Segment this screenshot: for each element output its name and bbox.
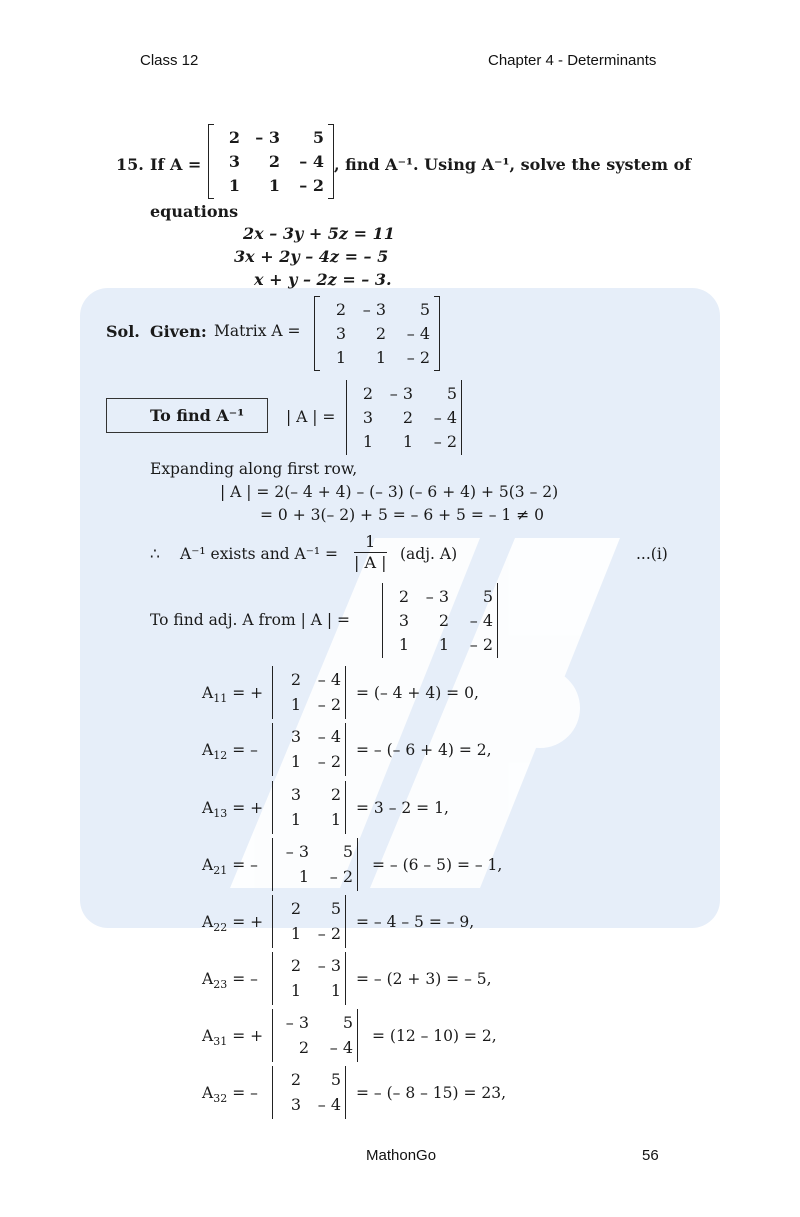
matrix-cell: 2: [290, 670, 301, 689]
cofactor-result: = – (– 8 – 15) = 23,: [356, 1084, 507, 1102]
matrix-cell: – 4: [329, 1038, 353, 1057]
matrix-cell: – 4: [469, 611, 493, 630]
matrix-cell: 2: [375, 324, 386, 343]
cofactor-minor-matrix: [272, 781, 346, 834]
expanding-text: Expanding along first row,: [150, 460, 358, 478]
cofactor-sign: = +: [232, 799, 264, 817]
cofactor-name: A: [202, 1084, 214, 1102]
cofactor-subscript: 13: [213, 807, 228, 821]
matrix-cell: – 2: [317, 695, 341, 714]
matrix-cell: 5: [342, 1013, 353, 1032]
equation-reference: ...(i): [636, 545, 668, 563]
matrix-cell: 1: [330, 981, 341, 1000]
cofactor-minor-matrix: [272, 895, 346, 948]
cofactor-result: = – (– 6 + 4) = 2,: [356, 741, 492, 759]
fraction-denominator: | A |: [354, 553, 387, 572]
cofactor-subscript: 31: [213, 1035, 228, 1049]
matrix-cell: 1: [375, 348, 386, 367]
matrix-cell: 5: [419, 300, 430, 319]
matrix-cell: – 2: [317, 752, 341, 771]
matrix-cell: 1: [298, 867, 309, 886]
matrix-cell: 2: [335, 300, 346, 319]
matrix-cell: – 2: [299, 176, 324, 195]
cofactor-sign: = –: [232, 741, 258, 759]
footer-brand: MathonGo: [366, 1147, 437, 1164]
header-class: Class 12: [140, 52, 199, 69]
question-matrix: [208, 124, 334, 199]
matrix-cell: – 2: [329, 867, 353, 886]
given-label: Given:: [150, 322, 207, 341]
matrix-cell: 2: [362, 384, 373, 403]
sol-label: Sol.: [106, 322, 140, 341]
matrix-cell: 1: [330, 810, 341, 829]
matrix-cell: 1: [290, 924, 301, 943]
matrix-cell: 2: [290, 1070, 301, 1089]
question-text: , find A⁻¹. Using A⁻¹, solve the system of: [334, 155, 692, 174]
matrix-cell: – 3: [317, 956, 341, 975]
cofactor-label: [202, 913, 263, 934]
matrix-cell: 2: [290, 899, 301, 918]
matrix-cell: 5: [330, 1070, 341, 1089]
to-find-label: To find A⁻¹: [150, 406, 245, 425]
cofactor-subscript: 21: [213, 864, 228, 878]
fraction: [354, 532, 387, 572]
cofactor-subscript: 22: [213, 921, 228, 935]
cofactor-subscript: 32: [213, 1092, 228, 1106]
matrix-cell: 1: [398, 635, 409, 654]
matrix-cell: 2: [402, 408, 413, 427]
matrix-cell: – 4: [299, 152, 324, 171]
cofactor-name: A: [202, 684, 214, 702]
cofactor-label: [202, 684, 263, 705]
cofactor-name: A: [202, 913, 214, 931]
matrix-cell: – 2: [317, 924, 341, 943]
cofactor-sign: = +: [232, 913, 264, 931]
matrix-cell: 3: [398, 611, 409, 630]
matrix-cell: – 3: [285, 1013, 309, 1032]
equation-3: x + y – 2z = – 3.: [254, 270, 392, 289]
cofactor-label: [202, 799, 263, 820]
matrix-cell: 1: [290, 981, 301, 1000]
matrix-cell: 3: [228, 152, 240, 171]
cofactor-minor-matrix: [272, 952, 346, 1005]
matrix-cell: 5: [330, 899, 341, 918]
cofactor-label: [202, 1027, 263, 1048]
matrix-cell: – 2: [469, 635, 493, 654]
cofactor-sign: = –: [232, 1084, 258, 1102]
matrix-cell: – 3: [425, 587, 449, 606]
matrix-cell: 2: [398, 587, 409, 606]
cofactor-subscript: 11: [213, 692, 228, 706]
matrix-cell: – 4: [317, 727, 341, 746]
det-label: | A | =: [286, 408, 336, 426]
therefore-symbol: ∴: [150, 545, 160, 563]
matrix-cell: 5: [446, 384, 457, 403]
matrix-cell: 1: [228, 176, 240, 195]
cofactor-minor-matrix: [272, 838, 358, 891]
matrix-cell: 3: [362, 408, 373, 427]
matrix-cell: – 4: [433, 408, 457, 427]
given-text: Matrix A =: [214, 322, 301, 340]
cofactor-minor-matrix: [272, 666, 346, 719]
header-chapter: Chapter 4 - Determinants: [488, 52, 657, 69]
cofactor-result: = – (6 – 5) = – 1,: [372, 856, 503, 874]
cofactor-label: [202, 856, 258, 877]
matrix-cell: 1: [362, 432, 373, 451]
question-lead: If A =: [150, 155, 202, 174]
cofactor-minor-matrix: [272, 723, 346, 776]
det-matrix: [346, 380, 462, 455]
matrix-cell: – 2: [433, 432, 457, 451]
adj-find-text: To find adj. A from | A | =: [150, 611, 351, 629]
question-number: 15.: [116, 155, 144, 174]
cofactor-label: [202, 741, 258, 762]
given-matrix: [314, 296, 440, 371]
cofactor-label: [202, 1084, 258, 1105]
matrix-cell: – 3: [285, 842, 309, 861]
exists-text: A⁻¹ exists and A⁻¹ =: [180, 545, 339, 563]
cofactor-subscript: 23: [213, 978, 228, 992]
cofactor-result: = (– 4 + 4) = 0,: [356, 684, 479, 702]
matrix-cell: 1: [290, 752, 301, 771]
cofactor-result: = 3 – 2 = 1,: [356, 799, 449, 817]
matrix-cell: 3: [290, 727, 301, 746]
matrix-cell: – 4: [317, 670, 341, 689]
matrix-cell: 1: [268, 176, 280, 195]
cofactor-result: = – 4 – 5 = – 9,: [356, 913, 475, 931]
cofactor-sign: = +: [232, 1027, 264, 1045]
cofactor-name: A: [202, 970, 214, 988]
matrix-cell: 2: [228, 128, 240, 147]
matrix-cell: 1: [335, 348, 346, 367]
page-number: 56: [642, 1147, 659, 1164]
equation-2: 3x + 2y – 4z = – 5: [234, 247, 389, 266]
matrix-cell: – 3: [362, 300, 386, 319]
cofactor-name: A: [202, 799, 214, 817]
fraction-numerator: 1: [354, 532, 387, 553]
matrix-cell: – 2: [406, 348, 430, 367]
cofactor-name: A: [202, 856, 214, 874]
cofactor-result: = (12 – 10) = 2,: [372, 1027, 497, 1045]
matrix-cell: 3: [290, 785, 301, 804]
expansion-line-2: = 0 + 3(– 2) + 5 = – 6 + 5 = – 1 ≠ 0: [260, 506, 544, 524]
cofactor-sign: = –: [232, 970, 258, 988]
cofactor-name: A: [202, 1027, 214, 1045]
cofactor-label: [202, 970, 258, 991]
adj-text: (adj. A): [400, 545, 458, 563]
cofactor-subscript: 12: [213, 749, 228, 763]
cofactor-sign: = +: [232, 684, 264, 702]
matrix-cell: 2: [330, 785, 341, 804]
matrix-cell: 2: [298, 1038, 309, 1057]
equation-1: 2x – 3y + 5z = 11: [243, 224, 395, 243]
cofactor-sign: = –: [232, 856, 258, 874]
matrix-cell: 1: [438, 635, 449, 654]
matrix-cell: 2: [290, 956, 301, 975]
matrix-cell: 1: [290, 810, 301, 829]
matrix-cell: – 4: [317, 1095, 341, 1114]
matrix-cell: 1: [402, 432, 413, 451]
cofactor-name: A: [202, 741, 214, 759]
matrix-cell: – 3: [389, 384, 413, 403]
matrix-cell: 3: [290, 1095, 301, 1114]
matrix-cell: 5: [312, 128, 324, 147]
cofactor-minor-matrix: [272, 1066, 346, 1119]
adj-det-matrix: [382, 583, 498, 658]
matrix-cell: 2: [438, 611, 449, 630]
matrix-cell: 1: [290, 695, 301, 714]
expansion-line-1: | A | = 2(– 4 + 4) – (– 3) (– 6 + 4) + 5(3 – 2): [220, 483, 559, 501]
matrix-cell: 2: [268, 152, 280, 171]
cofactor-result: = – (2 + 3) = – 5,: [356, 970, 492, 988]
matrix-cell: 3: [335, 324, 346, 343]
equations-label: equations: [150, 202, 239, 221]
cofactor-minor-matrix: [272, 1009, 358, 1062]
matrix-cell: – 3: [255, 128, 280, 147]
matrix-cell: – 4: [406, 324, 430, 343]
matrix-cell: 5: [342, 842, 353, 861]
matrix-cell: 5: [482, 587, 493, 606]
